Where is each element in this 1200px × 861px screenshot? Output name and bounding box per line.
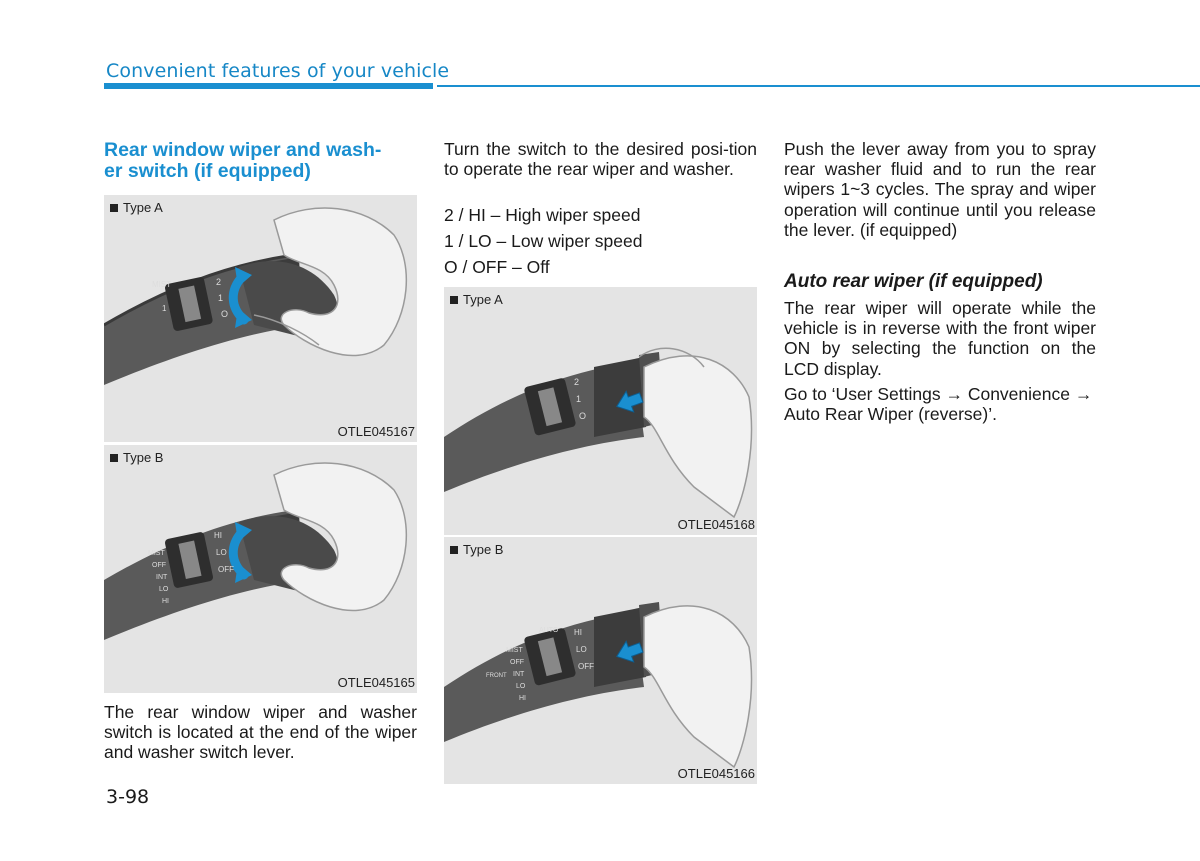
lever-mark-mist: MIST bbox=[152, 280, 172, 289]
figure-type-b-rotate bbox=[104, 445, 417, 693]
figure-code: OTLE045166 bbox=[677, 766, 755, 781]
wiper-lever-rotate-illustration bbox=[104, 445, 417, 693]
lever-mark-hi: HI bbox=[519, 695, 526, 702]
speed-item-high: 2 / HI – High wiper speed bbox=[444, 205, 641, 225]
figure-label: Type B bbox=[110, 450, 163, 465]
lever-mark-off: OFF bbox=[152, 562, 166, 569]
wiper-lever-push-illustration bbox=[444, 287, 757, 535]
speed-item-low: 1 / LO – Low wiper speed bbox=[444, 231, 643, 251]
lever-mark-o: O bbox=[579, 411, 587, 421]
speed-list bbox=[444, 202, 757, 280]
col3-paragraph-settings: Go to ‘User Settings → Convenience → Auto Rear Wiper (reverse)’. bbox=[784, 384, 1093, 425]
lever-mark-lo: LO bbox=[516, 683, 526, 690]
lever-mark-lo-rear: LO bbox=[576, 645, 587, 654]
lever-mark-hi-rear: HI bbox=[574, 628, 582, 637]
lever-mark-2: 2 bbox=[574, 377, 580, 387]
lever-mark-mist: MIST bbox=[506, 647, 523, 654]
lever-mark-1: 1 bbox=[162, 304, 167, 313]
lever-mark-lo: LO bbox=[159, 586, 169, 593]
lever-mark-hi-rear: HI bbox=[214, 531, 222, 540]
lever-mark-int: INT bbox=[513, 671, 525, 678]
col2-intro: Turn the switch to the desired posi-tion to operate the rear wiper and washer. bbox=[444, 139, 757, 180]
figure-code: OTLE045167 bbox=[337, 424, 415, 439]
lever-mark-1b: 1 bbox=[218, 293, 224, 303]
lever-mark-front: FRONT bbox=[486, 673, 507, 679]
lever-mark-hi: HI bbox=[162, 598, 169, 605]
lever-mark-1: 1 bbox=[576, 394, 582, 404]
figure-label: Type A bbox=[110, 200, 163, 215]
lever-mark-lo-rear: LO bbox=[216, 548, 227, 557]
figure-code: OTLE045165 bbox=[337, 675, 415, 690]
header-rule-thin bbox=[437, 85, 1200, 87]
col3-paragraph-auto: The rear wiper will operate while the vehicle is in reverse with the front wiper ON by selecting the function on the LCD display. bbox=[784, 298, 1096, 379]
lever-mark-off: OFF bbox=[510, 659, 524, 666]
figure-type-b-push bbox=[444, 537, 757, 784]
figure-label: Type A bbox=[450, 292, 503, 307]
figure-code: OTLE045168 bbox=[677, 517, 755, 532]
lever-mark-2: 2 bbox=[216, 277, 222, 287]
col3-paragraph-push: Push the lever away from you to spray rear washer fluid and to run the rear wipers 1~3 cycles. The spray and wiper operation will continue until you release the lever. (if equipped) bbox=[784, 139, 1096, 240]
lever-mark-mist: MIST bbox=[148, 550, 165, 557]
lever-mark-off-rear: OFF bbox=[578, 662, 594, 671]
section-title-line2: er switch (if equipped) bbox=[104, 160, 311, 182]
lever-mark-auto: AUTO bbox=[539, 627, 559, 634]
subsection-title: Auto rear wiper (if equipped) bbox=[784, 271, 1043, 292]
col1-paragraph: The rear window wiper and washer switch is located at the end of the wiper and washer switch lever. bbox=[104, 702, 417, 763]
lever-mark-int: INT bbox=[156, 574, 168, 581]
wiper-lever-rotate-illustration bbox=[104, 195, 417, 442]
section-header-title: Convenient features of your vehicle bbox=[106, 60, 450, 82]
header-rule-thick bbox=[104, 83, 433, 89]
section-title-line1: Rear window wiper and wash- bbox=[104, 139, 382, 161]
wiper-lever-push-illustration bbox=[444, 537, 757, 784]
figure-type-a-rotate bbox=[104, 195, 417, 442]
speed-item-off: O / OFF – Off bbox=[444, 257, 550, 277]
page-number: 3-98 bbox=[106, 786, 150, 808]
lever-mark-off-rear: OFF bbox=[218, 565, 234, 574]
lever-mark-o: O bbox=[221, 309, 229, 319]
figure-type-a-push bbox=[444, 287, 757, 535]
section-title bbox=[104, 140, 417, 182]
figure-label: Type B bbox=[450, 542, 503, 557]
